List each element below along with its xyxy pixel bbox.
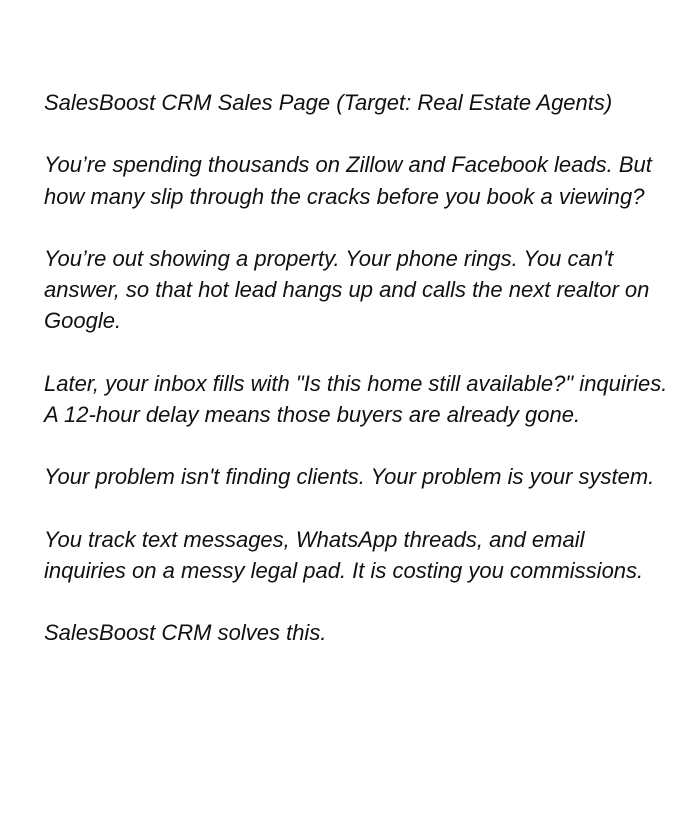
paragraph-solution: SalesBoost CRM solves this. xyxy=(44,620,327,646)
paragraph-lead-cost: You’re spending thousands on Zillow and Facebook leads. But how many slip through the cracks before you book a viewing? xyxy=(44,152,652,209)
document-title: SalesBoost CRM Sales Page (Target: Real Estate Agents) xyxy=(44,90,613,115)
paragraph-legal-pad: You track text messages, WhatsApp threads, and email inquiries on a messy legal pad. It is costing you commissions. xyxy=(44,526,644,583)
paragraph-missed-call: You’re out showing a property. Your phone rings. You can't answer, so that hot lead hangs up and calls the next realtor on Google. xyxy=(44,245,650,334)
paragraph-inbox-delay: Later, your inbox fills with "Is this home still available?" inquiries. A 12-hour delay means those buyers are already gone. xyxy=(44,370,668,427)
paragraph-system-problem: Your problem isn't finding clients. Your problem is your system. xyxy=(44,464,655,490)
